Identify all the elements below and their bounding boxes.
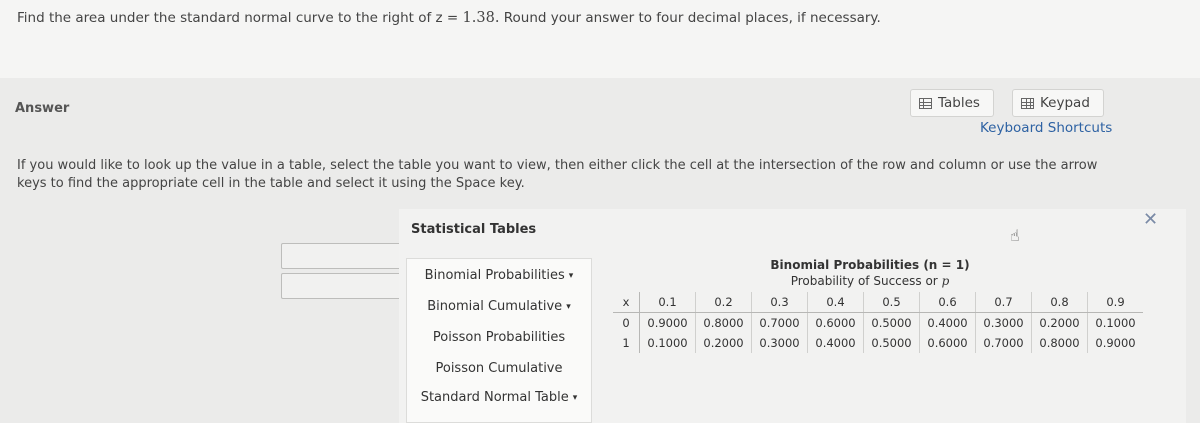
table-cell[interactable]: 0.2000 <box>1032 313 1088 334</box>
table-cell[interactable]: 0.1000 <box>1095 316 1136 330</box>
table-subtitle-variable: p <box>941 274 950 288</box>
menu-item-binomial-probabilities[interactable] <box>407 268 591 283</box>
table-cell[interactable]: 0.8000 <box>1032 333 1088 353</box>
p-header: 0.1 <box>640 292 696 313</box>
table-cell[interactable]: 0.5000 <box>864 333 920 353</box>
p-header: 0.7 <box>976 292 1032 313</box>
question-prefix: Find the area under the standard normal curve to the right of z = <box>17 10 459 26</box>
table-cell[interactable]: 0.5000 <box>864 313 920 334</box>
menu-item-binomial-cumulative[interactable] <box>407 299 591 314</box>
table-title: Binomial Probabilities (n = 1) <box>770 258 970 272</box>
p-header: 0.5 <box>864 292 920 313</box>
table-row <box>613 313 1143 334</box>
close-icon[interactable]: ✕ <box>1143 209 1159 230</box>
p-header: 0.9 <box>1088 292 1144 313</box>
tables-button[interactable] <box>910 89 994 117</box>
p-header: 0.6 <box>920 292 976 313</box>
table-cell[interactable]: 0.8000 <box>696 313 752 334</box>
table-cell[interactable]: 0.7000 <box>976 333 1032 353</box>
panel-title: Statistical Tables <box>411 222 537 237</box>
menu-item-label: Standard Normal Table <box>420 390 569 405</box>
menu-item-label: Binomial Cumulative <box>427 299 563 314</box>
x-header: x <box>613 292 640 313</box>
keypad-icon <box>1021 98 1034 109</box>
table-cell[interactable]: 0.3000 <box>976 313 1032 334</box>
keypad-button-label: Keypad <box>1040 95 1090 111</box>
table-subtitle <box>700 274 1040 288</box>
chevron-down-icon: ▾ <box>566 301 571 312</box>
answer-input-2[interactable] <box>281 273 404 299</box>
menu-item-label: Poisson Probabilities <box>432 330 566 345</box>
menu-item-poisson-probabilities[interactable] <box>407 330 591 345</box>
keypad-button[interactable] <box>1012 89 1104 117</box>
question-header <box>0 0 1200 78</box>
p-header: 0.8 <box>1032 292 1088 313</box>
x-value: 0 <box>613 313 640 334</box>
tables-button-label: Tables <box>938 95 980 111</box>
table-subtitle-text: Probability of Success or <box>790 274 938 288</box>
z-value: 1.38. <box>462 10 500 26</box>
table-menu <box>406 258 592 423</box>
table-grid-icon <box>919 98 932 109</box>
table-cell[interactable]: 0.4000 <box>920 313 976 334</box>
p-header: 0.2 <box>696 292 752 313</box>
menu-item-label: Poisson Cumulative <box>435 361 563 376</box>
instructions-text: If you would like to look up the value in a table, select the table you want to view, then either click the cell at the intersection of the row and column or use the arrow keys to find the appropriate cell in the table and select it using the Space key. <box>17 158 1098 191</box>
binomial-table <box>613 292 1143 353</box>
table-cell[interactable]: 0.4000 <box>808 333 864 353</box>
table-cell[interactable]: 0.2000 <box>696 333 752 353</box>
hand-pointer-icon: ☝ <box>1010 226 1020 245</box>
menu-item-standard-normal-table[interactable] <box>407 390 591 405</box>
p-header: 0.4 <box>808 292 864 313</box>
table-cell[interactable]: 0.6000 <box>808 313 864 334</box>
table-row <box>613 333 1143 353</box>
p-header: 0.3 <box>752 292 808 313</box>
question-suffix: Round your answer to four decimal places, if necessary. <box>503 10 881 26</box>
menu-item-poisson-cumulative[interactable] <box>407 361 591 376</box>
answer-input-1[interactable] <box>281 243 404 269</box>
menu-item-label: Binomial Probabilities <box>424 268 565 283</box>
chevron-down-icon: ▾ <box>572 392 578 403</box>
x-value: 1 <box>613 333 640 353</box>
answer-label: Answer <box>15 101 70 116</box>
table-cell[interactable]: 0.9000 <box>1095 336 1136 350</box>
question-text <box>17 10 881 26</box>
table-cell[interactable]: 0.6000 <box>920 333 976 353</box>
chevron-down-icon: ▾ <box>568 270 574 281</box>
table-cell[interactable]: 0.9000 <box>640 313 696 334</box>
table-header-row <box>613 292 1143 313</box>
keyboard-shortcuts-link[interactable]: Keyboard Shortcuts <box>980 120 1113 136</box>
table-cell[interactable]: 0.1000 <box>640 333 696 353</box>
table-cell[interactable]: 0.3000 <box>752 333 808 353</box>
table-cell[interactable]: 0.7000 <box>752 313 808 334</box>
